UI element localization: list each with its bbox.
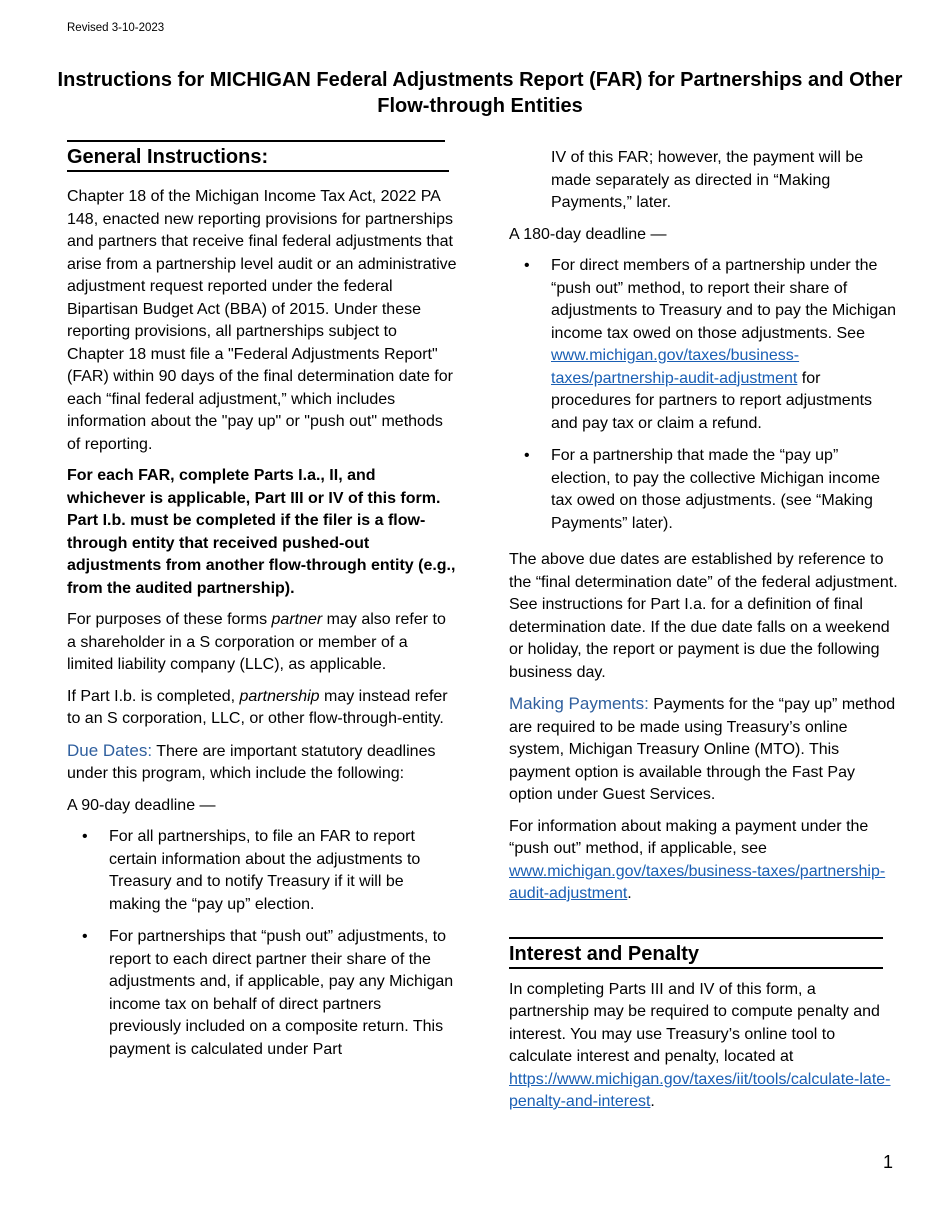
general-paragraph-1: Chapter 18 of the Michigan Income Tax Act, 2022 PA 148, enacted new reporting provisions for partnerships and partners that receive final federal adjustments that arise from a partnership level audit or an administrative adjustment request reported under the federal Bipartisan Budget Act (BBA) of 2015. Under these reporting provisions, all partnerships subject to Chapter 18 must file a "Federal Adjustments Report" (FAR) within 90 days of the final determination date for each “final federal adjustment,” which includes information about the "pay up" or "push out" methods of reporting. bbox=[67, 188, 457, 453]
partnership-audit-link[interactable]: www.michigan.gov/taxes/business-taxes/partnership-audit-adjustment bbox=[509, 862, 886, 902]
due-dates-explanation: The above due dates are established by reference to the “final determination date” of the federal adjustment. See instructions for Part I.a. for a definition of final determination date. If the due date falls on a weekend or holiday, the report or payment is due the following business day. bbox=[509, 551, 898, 681]
making-payments-paragraph: Making Payments: Payments for the “pay up” method are required to be made using Treasury’s online system, Michigan Treasury Online (MTO). This payment option is available through the Fast Pay option under Guest Services. bbox=[509, 694, 896, 803]
page-title: Instructions for MICHIGAN Federal Adjustments Report (FAR) for Partnerships and Other Flow-through Entities bbox=[57, 69, 903, 117]
list-item: • For direct members of a partnership under the “push out” method, to report their share of adjustments to Treasury and to pay the Michigan income tax owed on those adjustments. See www.michigan.gov/taxes/business-taxes/partnership-audit-adjustment for procedures for partners to report adjustments and pay tax or claim a refund. bbox=[551, 255, 899, 435]
deadline-180-label: A 180-day deadline — bbox=[509, 225, 667, 243]
right-column bbox=[509, 147, 899, 1123]
revised-date: Revised 3-10-2023 bbox=[67, 22, 165, 34]
general-paragraph-4: If Part I.b. is completed, partnership may instead refer to an S corporation, LLC, or other flow-through-entity. bbox=[67, 687, 448, 727]
deadline-90-list bbox=[67, 826, 457, 1061]
deadline-90-label: A 90-day deadline — bbox=[67, 796, 216, 814]
interest-paragraph: In completing Parts III and IV of this form, a partnership may be required to compute penalty and interest. You may use Treasury’s online tool to calculate interest and penalty, located at https://www.michigan.gov/taxes/iit/tools/calculate-late-penalty-and-interest. bbox=[509, 980, 891, 1110]
heading-rule bbox=[509, 915, 883, 939]
deadline-180-list bbox=[509, 255, 899, 535]
general-paragraph-3: For purposes of these forms partner may also refer to a shareholder in a S corporation or member of a limited liability company (LLC), as applicable. bbox=[67, 611, 446, 673]
list-item-continued: IV of this FAR; however, the payment will be made separately as directed in “Making Payments,” later. bbox=[551, 149, 864, 211]
left-column bbox=[67, 118, 457, 1071]
interest-penalty-heading: Interest and Penalty bbox=[509, 941, 883, 969]
partnership-audit-link[interactable]: www.michigan.gov/taxes/business-taxes/partnership-audit-adjustment bbox=[551, 347, 800, 387]
push-out-payment-paragraph: For information about making a payment under the “push out” method, if applicable, see www.michigan.gov/taxes/business-taxes/partnership-audit-adjustment. bbox=[509, 817, 886, 902]
general-paragraph-2: For each FAR, complete Parts I.a., II, and whichever is applicable, Part III or IV of this form. Part I.b. must be completed if the filer is a flow-through entity that received pushed-out adjustments from another flow-through entity (e.g., from the audited partnership). bbox=[67, 467, 456, 597]
list-item: • For partnerships that “push out” adjustments, to report to each direct partner their share of the adjustments and, if applicable, pay any Michigan income tax on behalf of direct partners previously included on a composite return. This payment is calculated under Part bbox=[109, 926, 457, 1061]
list-item: • For all partnerships, to file an FAR to report certain information about the adjustments to Treasury and to notify Treasury if it will be making the “pay up” election. bbox=[109, 826, 457, 916]
due-dates-paragraph: Due Dates: There are important statutory deadlines under this program, which include the following: bbox=[67, 740, 436, 782]
making-payments-subhead: Making Payments: bbox=[509, 694, 649, 713]
page-number: 1 bbox=[882, 1152, 893, 1172]
heading-rule bbox=[67, 118, 445, 142]
due-dates-subhead: Due Dates: bbox=[67, 740, 153, 760]
list-item: • For a partnership that made the “pay up” election, to pay the collective Michigan income tax owed on those adjustments. (see “Making Payments” later). bbox=[551, 445, 899, 535]
penalty-calculator-link[interactable]: https://www.michigan.gov/taxes/iit/tools/calculate-late-penalty-and-interest bbox=[509, 1070, 891, 1110]
general-instructions-heading: General Instructions: bbox=[67, 144, 449, 172]
